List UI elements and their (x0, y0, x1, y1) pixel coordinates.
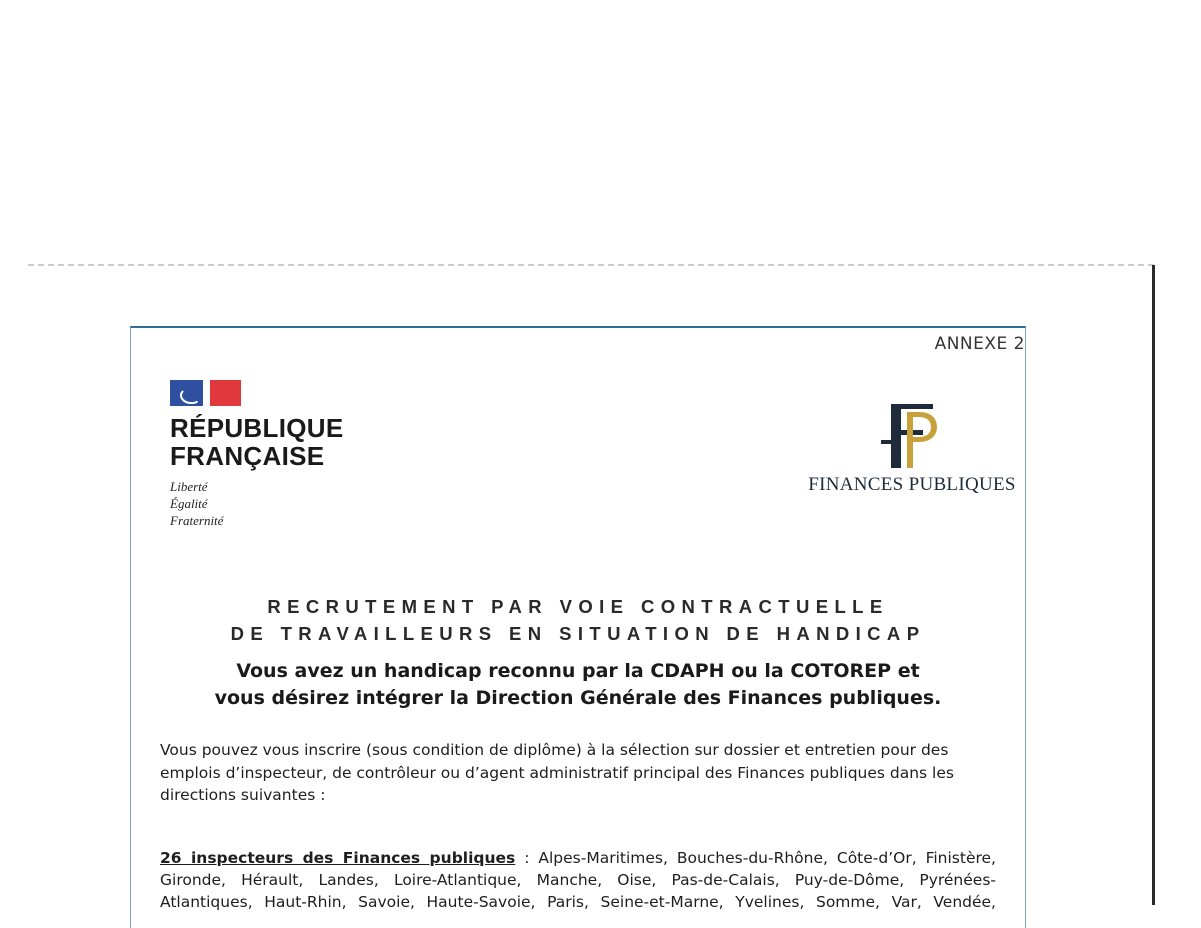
inspecteurs-paragraph (160, 847, 996, 913)
subtitle-line-1: Vous avez un handicap reconnu par la CDAPH ou la COTOREP et (236, 660, 920, 682)
republique-francaise-logo (170, 380, 343, 529)
inspecteurs-line-2: Gironde, Hérault, Landes, Loire-Atlantique, Manche, Oise, Pas-de-Calais, Puy-de-Dôme, Pyrénées- (160, 871, 996, 889)
scan-right-edge-line (1152, 265, 1155, 905)
motto-fraternite: Fraternité (170, 513, 224, 528)
subtitle-line-2: vous désirez intégrer la Direction Générale des Finances publiques. (214, 687, 942, 709)
marianne-flag-icon (170, 380, 241, 406)
intro-line-1: Vous pouvez vous inscrire (sous condition de diplôme) à la sélection sur dossier et entretien pour des (160, 741, 949, 759)
intro-line-2: emplois d’inspecteur, de contrôleur ou d’agent administratif principal des Finances publiques dans les (160, 763, 954, 782)
inspecteurs-line-1 (160, 847, 996, 869)
francaise-line: FRANÇAISE (170, 441, 325, 471)
document-title-line-2: DE TRAVAILLEURS EN SITUATION DE HANDICAP (230, 623, 926, 644)
inspecteurs-heading: 26 inspecteurs des Finances publiques (160, 849, 516, 867)
finances-publiques-wordmark: FINANCES PUBLIQUES (808, 474, 1016, 495)
scan-top-edge-line (28, 264, 1154, 266)
motto-liberte: Liberté (170, 479, 208, 494)
republique-line: RÉPUBLIQUE (170, 413, 344, 443)
intro-line-3: directions suivantes : (160, 786, 326, 804)
annex-label: ANNEXE 2 (934, 334, 1025, 354)
intro-paragraph (160, 739, 1000, 807)
inspecteurs-line-1-rest: : Alpes-Maritimes, Bouches-du-Rhône, Côte-d’Or, Finistère, (515, 849, 996, 867)
motto-egalite: Égalité (170, 496, 208, 511)
republic-motto (170, 478, 343, 529)
finances-publiques-logo (807, 400, 1017, 496)
fp-monogram-icon (877, 400, 947, 472)
document-page (130, 326, 1026, 928)
document-title-line-1: RECRUTEMENT PAR VOIE CONTRACTUELLE (267, 596, 889, 617)
inspecteurs-line-3: Atlantiques, Haut-Rhin, Savoie, Haute-Savoie, Paris, Seine-et-Marne, Yvelines, Somme, Var, Vendée, (160, 893, 996, 911)
republique-francaise-title (170, 414, 343, 470)
document-subtitle (131, 658, 1025, 712)
